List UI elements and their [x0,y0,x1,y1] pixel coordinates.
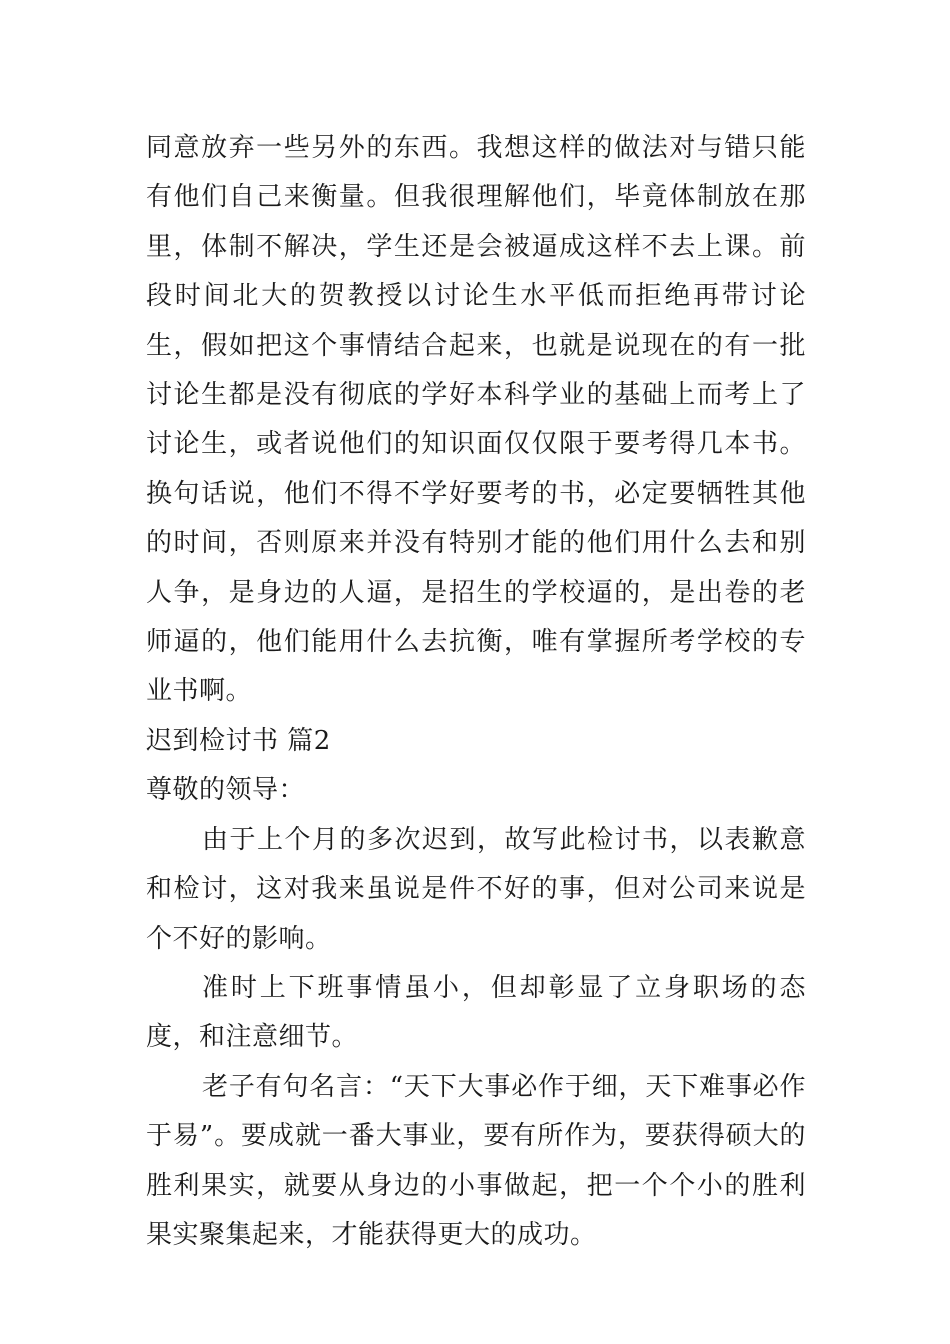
salutation: 尊敬的领导： [146,775,306,806]
section-heading: 迟到检讨书 篇2 [146,725,331,756]
paragraph: 准时上下班事情虽小，但却彰显了立身职场的态度，和注意细节。 [146,972,806,1053]
paragraph: 由于上个月的多次迟到，故写此检讨书，以表歉意和检讨，这对我来虽说是件不好的事，但对公司来说是个不好的影响。 [146,824,806,954]
paragraph-continuation: 同意放弃一些另外的东西。我想这样的做法对与错只能有他们自己来衡量。但我很理解他们，毕竟体制放在那里，体制不解决，学生还是会被逼成这样不去上课。前段时间北大的贺教授以讨论生水平低而拒绝再带讨论生，假如把这个事情结合起来，也就是说现在的有一批讨论生都是没有彻底的学好本科学业的基础上而考上了讨论生，或者说他们的知识面仅仅限于要考得几本书。换句话说，他们不得不学好要考的书，必定要牺牲其他的时间，否则原来并没有特别才能的他们用什么去和别人争，是身边的人逼，是招生的学校逼的，是出卷的老师逼的，他们能用什么去抗衡，唯有掌握所考学校的专业书啊。 [146,133,806,707]
document-body [146,124,806,1260]
paragraph: 老子有句名言：“天下大事必作于细，天下难事必作于易”。要成就一番大事业，要有所作为，要获得硕大的胜利果实，就要从身边的小事做起，把一个个小的胜利果实聚集起来，才能获得更大的成功。 [146,1071,806,1250]
